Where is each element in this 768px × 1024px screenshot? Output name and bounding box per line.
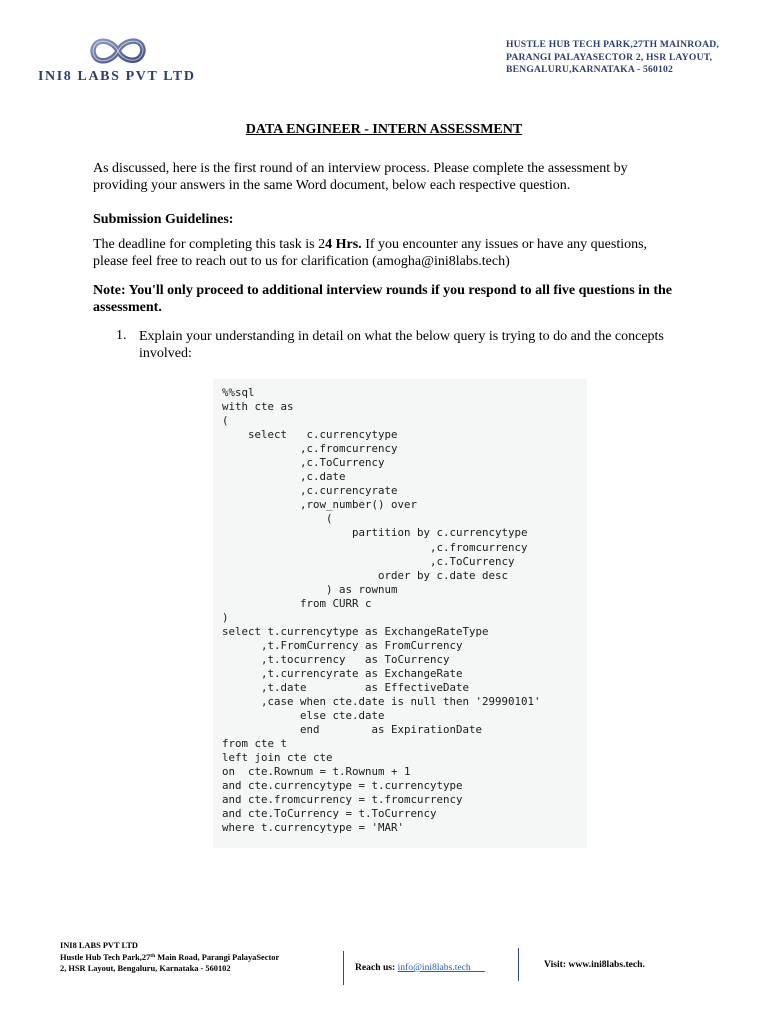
- infinity-icon: [88, 33, 148, 69]
- sql-code-block: [213, 379, 587, 848]
- code-line: from cte t: [222, 737, 288, 751]
- email-link[interactable]: info@ini8labs.tech: [397, 962, 471, 973]
- company-address: [506, 39, 746, 77]
- code-line: ,case when cte.date is null then '29990101': [222, 695, 541, 709]
- code-line: on cte.Rownum = t.Rownum + 1: [222, 765, 411, 779]
- code-line: (: [222, 512, 333, 526]
- code-line: ,row_number() over: [222, 498, 418, 512]
- code-line: ,t.date as EffectiveDate: [222, 680, 470, 694]
- code-line: ,t.tocurrency as ToCurrency: [222, 652, 450, 666]
- footer-address-line: [60, 951, 320, 963]
- company-name: INI8 LABS PVT LTD: [38, 69, 196, 84]
- footer-address-sup: th: [150, 953, 156, 960]
- code-line: ,c.currencyrate: [222, 484, 398, 498]
- code-line: (: [222, 414, 229, 428]
- code-line: order by c.date desc: [222, 568, 509, 582]
- code-line: and cte.fromcurrency = t.fromcurrency: [222, 793, 463, 807]
- footer-divider: [518, 948, 519, 981]
- code-line: partition by c.currencytype: [222, 526, 528, 540]
- code-line: ) as rownum: [222, 582, 398, 596]
- code-line: ,c.fromcurrency: [222, 540, 528, 554]
- code-line: else cte.date: [222, 709, 385, 723]
- reach-label: Reach us:: [355, 962, 398, 973]
- code-line: where t.currencytype = 'MAR': [222, 821, 405, 835]
- footer-company-info: [60, 940, 320, 975]
- code-line: %%sql: [222, 386, 255, 399]
- footer-address-part: Main Road, Parangi PalayaSector: [155, 953, 280, 963]
- code-line: ): [222, 610, 229, 624]
- code-line: ,c.ToCurrency: [222, 554, 515, 568]
- intro-paragraph: As discussed, here is the first round of an interview process. Please complete the assessment by providing your answers in the same Word document, below each respective question.: [93, 161, 628, 193]
- question-text: Explain your understanding in detail on what the below query is trying to do and the concepts involved:: [139, 329, 664, 361]
- address-line: PARANGI PALAYASECTOR 2, HSR LAYOUT,: [506, 51, 713, 63]
- code-line: from CURR c: [222, 596, 372, 610]
- footer-reach-us: [355, 962, 485, 973]
- code-line: ,c.date: [222, 470, 346, 484]
- code-line: ,t.FromCurrency as FromCurrency: [222, 638, 463, 652]
- address-line: BENGALURU,KARNATAKA - 560102: [506, 64, 674, 75]
- code-line: and cte.ToCurrency = t.ToCurrency: [222, 807, 437, 821]
- code-line: select c.currencytype: [222, 428, 398, 442]
- question-number: 1.: [116, 328, 127, 343]
- email-link-underline-pad: [471, 962, 485, 973]
- note-paragraph: Note: You'll only proceed to additional interview rounds if you respond to all five questions in the assessment.: [93, 283, 672, 315]
- code-line: ,c.ToCurrency: [222, 456, 385, 470]
- footer-website[interactable]: Visit: www.ini8labs.tech.: [544, 959, 645, 970]
- code-line: select t.currencytype as ExchangeRateType: [222, 624, 489, 638]
- deadline-suffix: If you encounter any issues or have any questions, please feel free to reach out to us for clarification (amogha@ini8labs.tech): [93, 237, 648, 269]
- deadline-hours: 4 Hrs.: [325, 237, 362, 252]
- footer-company-name: INI8 LABS PVT LTD: [60, 941, 138, 950]
- code-line: end as ExpirationDate: [222, 723, 483, 737]
- company-logo: [38, 30, 213, 92]
- code-line: left join cte cte: [222, 751, 333, 765]
- code-line: with cte as: [222, 400, 294, 414]
- code-line: ,t.currencyrate as ExchangeRate: [222, 666, 463, 680]
- footer-address-line: 2, HSR Layout, Bengaluru, Karnataka - 560102: [60, 964, 231, 974]
- submission-heading: Submission Guidelines:: [93, 212, 234, 227]
- footer-divider: [343, 951, 344, 985]
- code-line: and cte.currencytype = t.currencytype: [222, 779, 463, 793]
- footer-address-part: Hustle Hub Tech Park,27: [60, 953, 151, 963]
- code-line: ,c.fromcurrency: [222, 442, 398, 456]
- deadline-prefix: The deadline for completing this task is 2: [93, 237, 326, 252]
- document-title: DATA ENGINEER - INTERN ASSESSMENT: [245, 122, 523, 137]
- deadline-paragraph: [93, 236, 683, 270]
- address-line: HUSTLE HUB TECH PARK,27TH MAINROAD,: [506, 39, 719, 50]
- sql-code: [222, 386, 541, 836]
